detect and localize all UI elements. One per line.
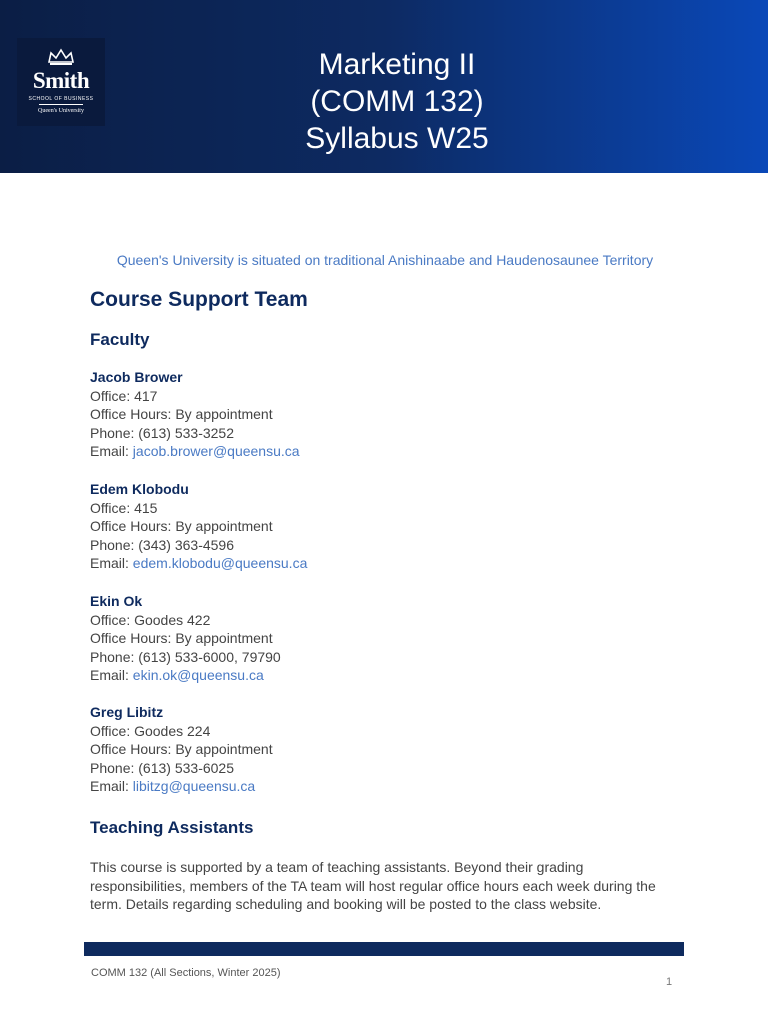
faculty-email-link[interactable]: edem.klobodu@queensu.ca: [132, 555, 308, 572]
page-number: 1: [666, 976, 673, 988]
faculty-hours: Office Hours: By appointment: [90, 630, 273, 647]
land-acknowledgement: Queen's University is situated on traditional Anishinaabe and Haudenosaunee Territory: [116, 252, 654, 268]
faculty-email-link[interactable]: ekin.ok@queensu.ca: [132, 667, 264, 684]
faculty-member: [90, 592, 690, 685]
faculty-office: Office: Goodes 422: [90, 611, 211, 628]
smith-logo: [17, 38, 105, 126]
faculty-name: Ekin Ok: [90, 593, 143, 609]
logo-school: SCHOOL OF BUSINESS: [28, 96, 94, 102]
faculty-phone: Phone: (343) 363-4596: [90, 536, 234, 553]
faculty-name: Greg Libitz: [90, 704, 164, 720]
header-banner: [0, 0, 768, 173]
ta-paragraph: This course is supported by a team of teaching assistants. Beyond their grading responsibilities, members of the TA team will host regular office hours each week during the term. Details regarding scheduling and booking will be posted to the class website.: [90, 859, 656, 913]
faculty-office: Office: 417: [90, 387, 158, 404]
crown-icon: [47, 48, 75, 66]
faculty-member: [90, 480, 690, 573]
faculty-heading: Faculty: [90, 330, 150, 349]
faculty-phone: Phone: (613) 533-3252: [90, 424, 234, 441]
faculty-hours: Office Hours: By appointment: [90, 741, 273, 758]
email-label: Email:: [90, 778, 133, 795]
footer-text: COMM 132 (All Sections, Winter 2025): [91, 967, 281, 979]
faculty-member: [90, 703, 690, 796]
footer-rule: [84, 942, 684, 956]
title-line: Marketing II: [318, 48, 476, 81]
faculty-email-link[interactable]: libitzg@queensu.ca: [132, 778, 256, 795]
faculty-member: [90, 368, 690, 461]
logo-university: Queen's University: [38, 108, 84, 114]
faculty-office: Office: 415: [90, 499, 158, 516]
faculty-office: Office: Goodes 224: [90, 722, 211, 739]
faculty-phone: Phone: (613) 533-6000, 79790: [90, 648, 281, 665]
document-title: [250, 46, 544, 157]
logo-divider: [39, 104, 83, 105]
faculty-hours: Office Hours: By appointment: [90, 518, 273, 535]
faculty-name: Jacob Brower: [90, 369, 183, 385]
logo-wordmark: Smith: [32, 68, 90, 93]
email-label: Email:: [90, 555, 133, 572]
faculty-phone: Phone: (613) 533-6025: [90, 759, 234, 776]
email-label: Email:: [90, 443, 133, 460]
faculty-email-link[interactable]: jacob.brower@queensu.ca: [132, 443, 300, 460]
faculty-email-row: [90, 442, 690, 461]
faculty-name: Edem Klobodu: [90, 481, 189, 497]
faculty-email-row: [90, 554, 690, 573]
faculty-email-row: [90, 666, 690, 685]
section-title: Course Support Team: [90, 288, 308, 311]
title-line: (COMM 132): [310, 85, 484, 118]
ta-heading: Teaching Assistants: [90, 818, 254, 837]
title-line: Syllabus W25: [305, 122, 489, 155]
faculty-hours: Office Hours: By appointment: [90, 406, 273, 423]
faculty-email-row: [90, 777, 690, 796]
email-label: Email:: [90, 667, 133, 684]
